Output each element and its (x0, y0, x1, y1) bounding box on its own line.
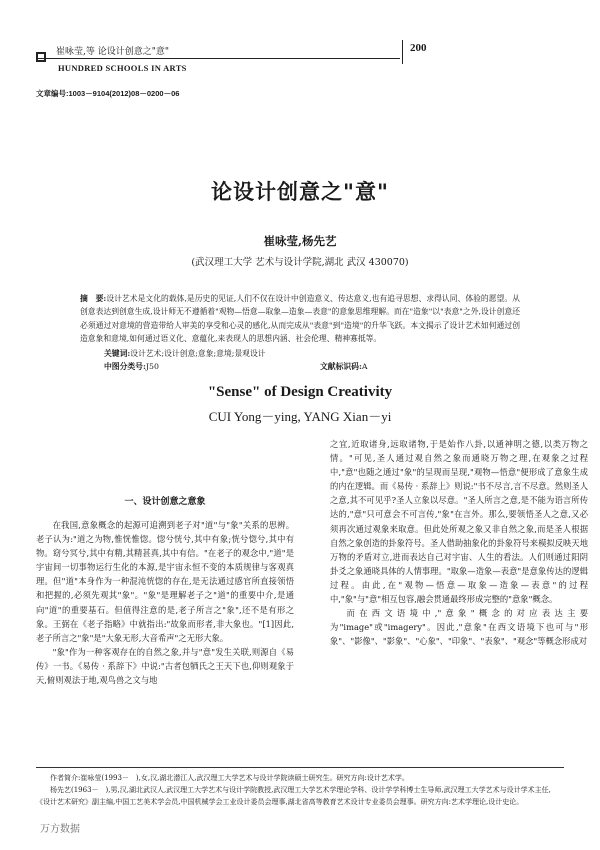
abstract-label: 摘 要: (80, 294, 107, 303)
section-heading: 一、设计创意之意象 (124, 497, 206, 507)
header-divider (402, 40, 403, 64)
abstract (80, 292, 520, 345)
paper-authors: 崔咏莹,杨先艺 (263, 234, 337, 248)
document-code: A (361, 362, 368, 371)
classification-number: J50 (145, 362, 159, 371)
footnote-author-2: 杨先艺(1963－ ),男,汉,湖北武汉人,武汉理工大学艺术与设计学院教授,武汉理工大学艺术学理论学科、设计学学科博士生导师,武汉理工大学艺术与设计学术主任,《设计艺术研究》副主编,中国工艺美术学会员,中国机械学会工业设计委员会理事,湖北省高等教育艺术设计专业委员会理事。研究方向:艺术学理论,设计史论。 (36, 786, 551, 806)
english-authors: CUI Yong－ying, YANG Xian－yi (208, 409, 392, 424)
page-number: 200 (410, 42, 427, 54)
running-header: 崔咏莹,等 论设计创意之"意" (56, 47, 170, 57)
left-column (36, 518, 294, 687)
footnote-author-1: 作者简介:崔咏莹(1993－ ),女,汉,湖北潜江人,武汉理工大学艺术与设计学院读硕士研究生。研究方向:设计艺术学。 (50, 774, 409, 782)
classification-line (104, 361, 159, 372)
header-rule (36, 58, 400, 59)
article-number: 文章编号:1003－9104(2012)08－0200－06 (36, 89, 180, 98)
document-code-line (320, 361, 368, 372)
keywords-text: 设计艺术;设计创意;意象;意境;景观设计 (130, 349, 266, 358)
body-paragraph: 在我国,意象概念的起源可追溯到老子对"道"与"象"关系的思辨。老子认为:"道之为物,惟恍惟惚。惚兮恍兮,其中有象;恍兮惚兮,其中有物。窈兮冥兮,其中有精,其精甚真,其中有信。"在老子的观念中,"道"是宇宙间一切事物运行生化的本源,是宇宙永恒不变的本质规律与客观真理。但"道"本身作为一种混沌恍惚的存在,是无法通过感官所直接领悟和把握的,必须先观其"象"。"象"是理解老子之"道"的重要中介,是通向"道"的重要基石。但值得注意的是,老子所言之"象",还不是有形之象。王弼在《老子指略》中就指出:"故象而形者,非大象也。"[1]因此,老子所言之"象"是"大象无形,大音希声"之无形大象。 (36, 520, 294, 643)
watermark: 万方数据 (40, 824, 80, 835)
body-paragraph: 而在西文语境中,"意象"概念的对应表达主要为"image"或"imagery"。因此,"意象"在西文语境下也可与"形象"、"影像"、"影象"、"心象"、"印象"、"表象"、"观念"等概念形成对 (330, 608, 588, 647)
document-code-label: 文献标识码: (320, 362, 362, 371)
english-title: "Sense" of Design Creativity (207, 384, 393, 400)
body-paragraph: 之宜,近取诸身,远取诸物,于是始作八卦,以通神明之德,以类万物之情。"可见,圣人通过观自然之象而通晓万物之理,在观象之过程中,"意"也随之通过"象"的呈现而呈现,"观物—悟意"便形成了意象生成的内在逻辑。而《易传 · 系辞上》则说:"书不尽言,言不尽意。然则圣人之意,其不可见乎?圣人立象以尽意。"圣人所言之意,是不能为语言所传达的,"意"只可意会不可言传,"象"在言外。那么,要领悟圣人之意,又必须再次通过观象来取意。但此处所观之象又非自然之象,而是圣人根据自然之象创造的卦象符号。圣人借助抽象化的卦象符号来模拟反映天地万物的矛盾对立,进而表达自己对宇宙、人生的看法。人们则通过阳阴卦爻之象通晓具体的人情事理。"取象—造象—表意"是意象传达的逻辑过程。由此,在"观物—悟意—取象—造象—表意"的过程中,"象"与"意"相互包容,融会贯通最终形成完整的"意象"概念。 (330, 439, 588, 605)
author-affiliation: (武汉理工大学 艺术与设计学院,湖北 武汉 430070) (191, 257, 409, 268)
keywords-label: 关键词: (104, 349, 131, 358)
paper-title: 论设计创意之"意" (211, 179, 389, 204)
footnote-rule (36, 767, 564, 768)
abstract-text: 设计艺术是文化的载体,是历史的见证,人们不仅在设计中创造意义、传达意义,也有追寻思想、求得认同、体验的愿望。从创意表达到创意生成,设计师无不遵循着"观物—悟意—取象—造象—表意"的意象思维理解。而在"造象"以"表意"之外,设计创意还必须通过对意境的营造带给人审美的享受和心灵的感化,从而完成从"表意"到"造境"的升华飞跃。本文揭示了设计艺术如何通过创造意象和意境,如何通过语义化、意蕴化,来表现人的思想内涵、社会伦理、精神寡抵等。 (80, 294, 520, 343)
right-column (330, 437, 588, 648)
header-square-mark (36, 52, 46, 62)
classification-label: 中图分类号: (104, 362, 146, 371)
footnote (36, 772, 564, 808)
journal-name-english: HUNDRED SCHOOLS IN ARTS (58, 63, 187, 73)
body-paragraph: "象"作为一种客观存在的自然之象,并与"意"发生关联,则源自《易传》一书。《易传 · 系辞下》中说:"古者包牺氏之王天下也,仰则观象于天,俯则观法于地,观鸟兽之文与地 (36, 646, 294, 686)
keywords-line (104, 348, 266, 359)
